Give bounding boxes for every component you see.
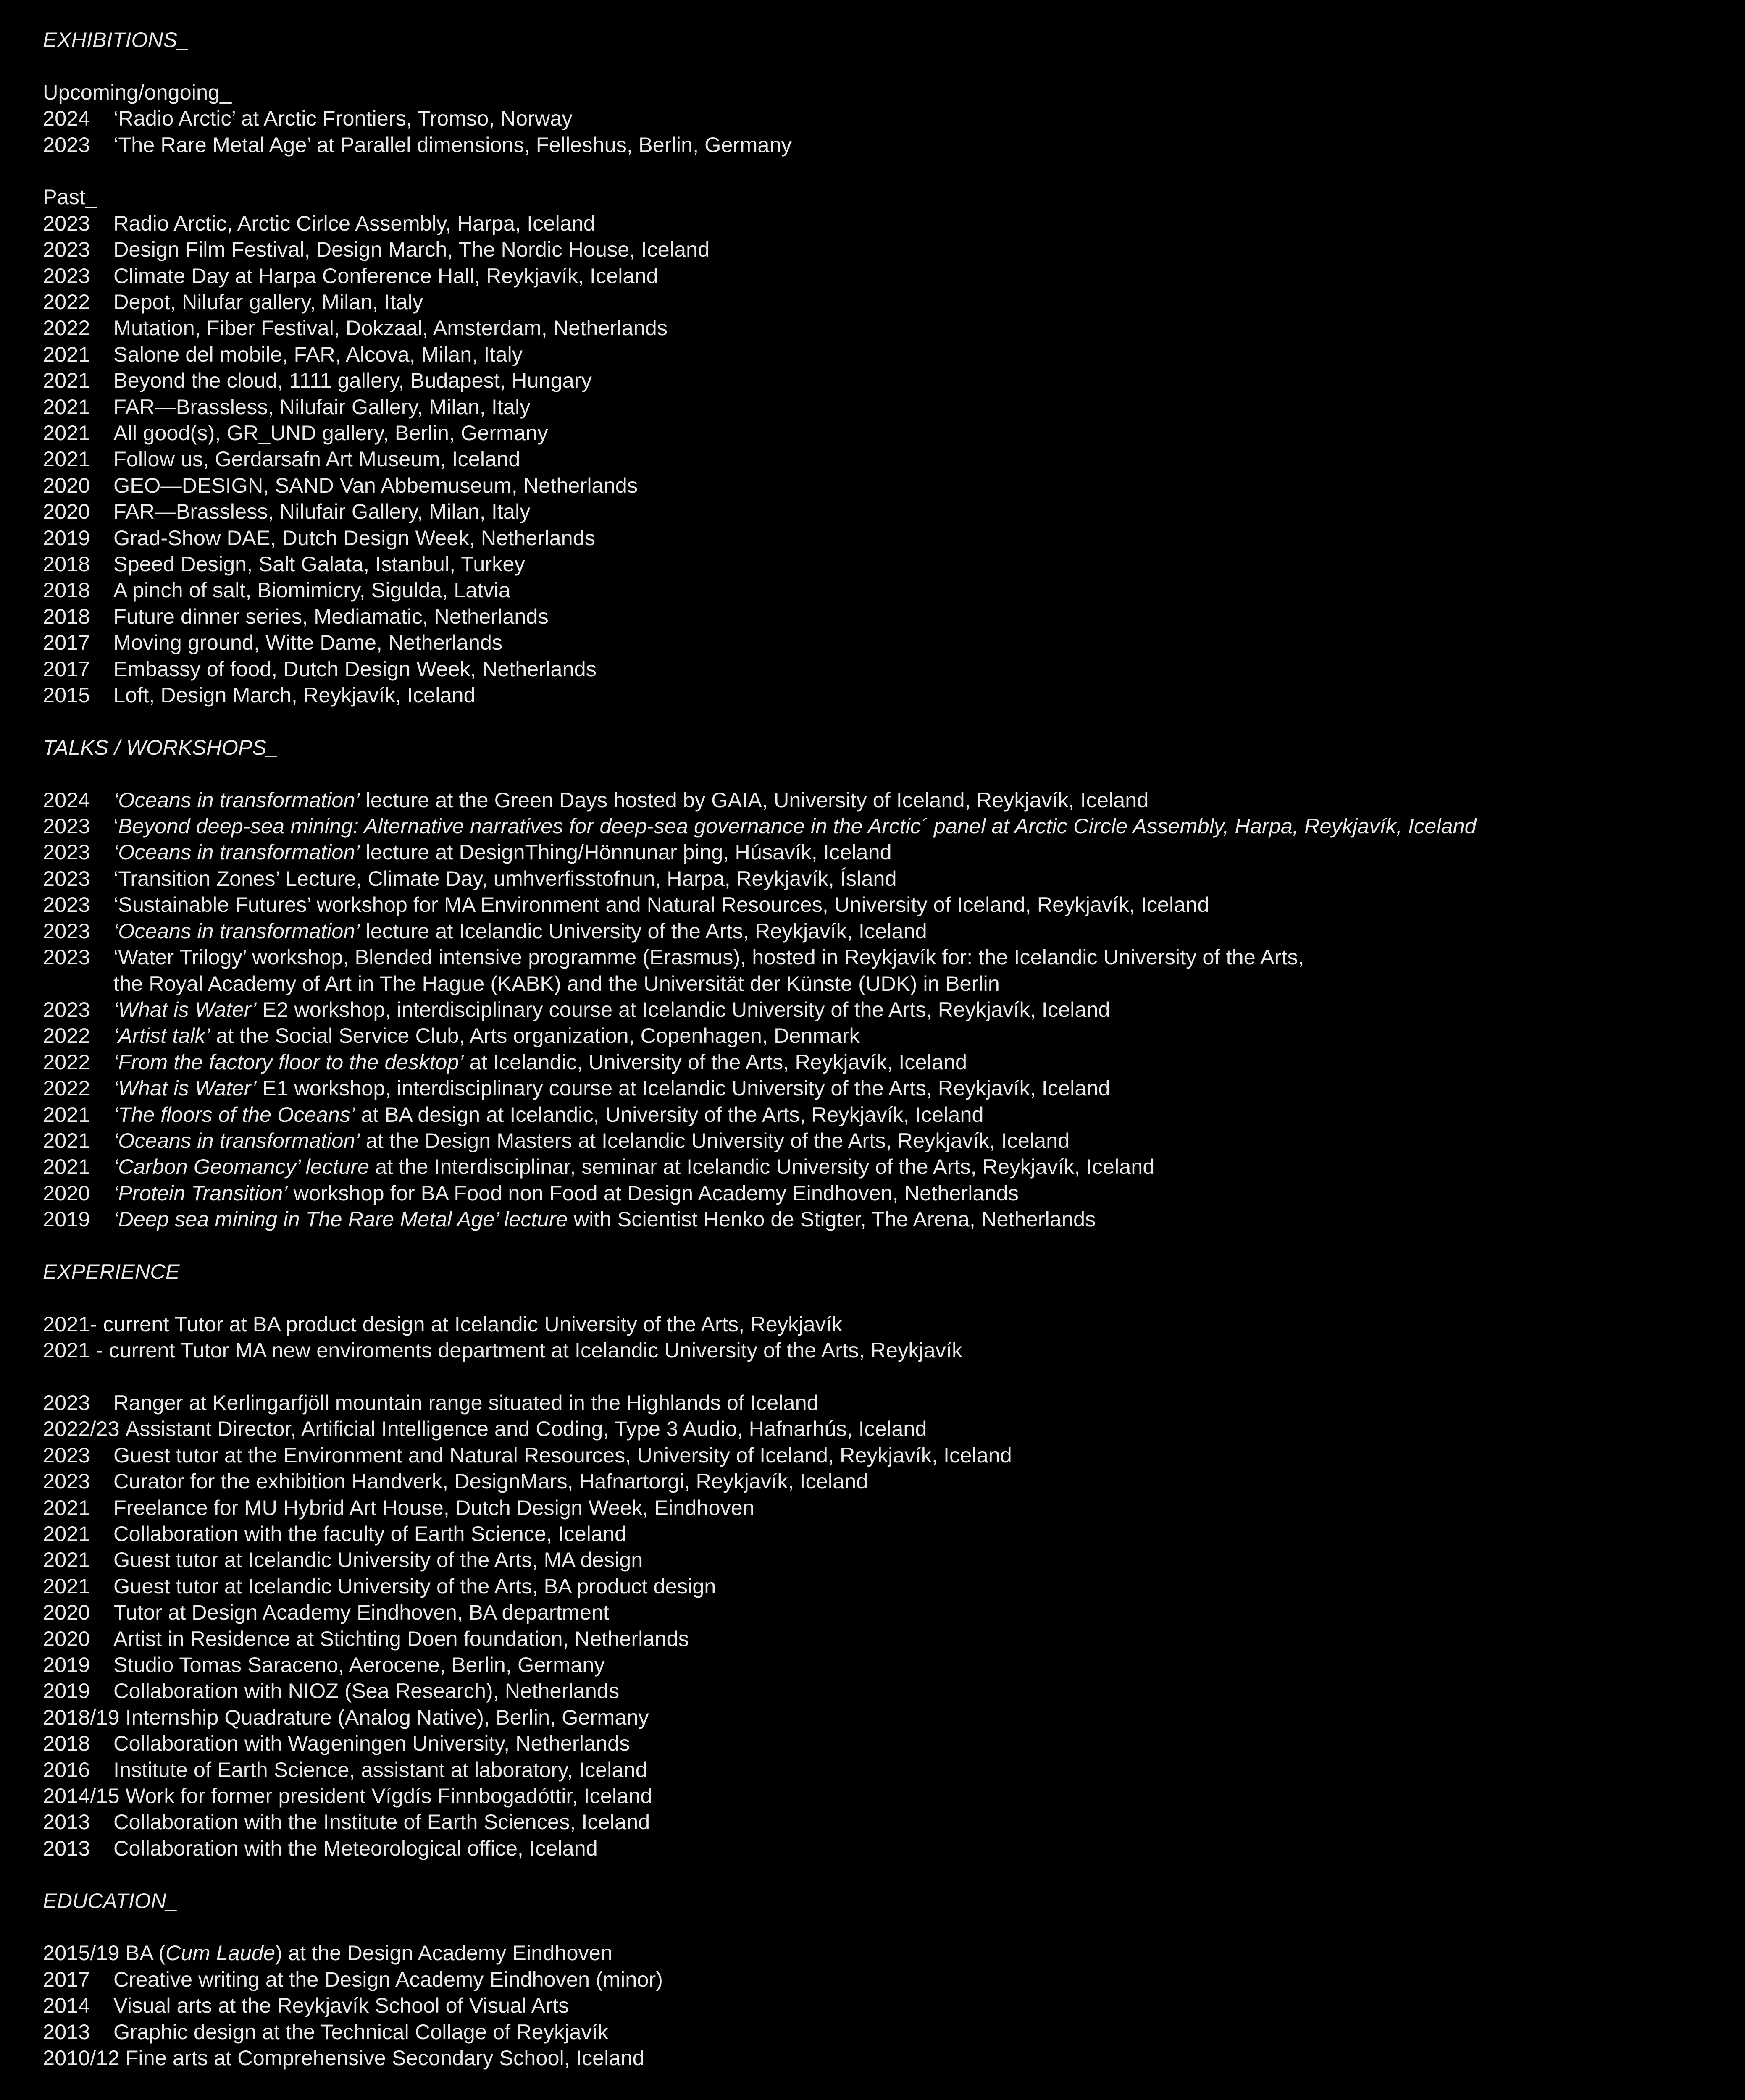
entry-text-rest: workshop for BA Food non Food at Design Academy Eindhoven, Netherlands: [287, 1181, 1019, 1205]
entry-year: 2022: [43, 316, 90, 340]
entry-title-italic: ‘Oceans in transformation’: [113, 1128, 360, 1152]
entry-text: Artist in Residence at Stichting Doen foundation, Netherlands: [113, 1626, 689, 1651]
entry-text: Ranger at Kerlingarfjöll mountain range situated in the Highlands of Iceland: [113, 1390, 819, 1415]
exhibition-row: [43, 656, 1736, 682]
entry-text: Grad-Show DAE, Dutch Design Week, Netherlands: [113, 525, 596, 550]
entry-year: 2024: [43, 788, 90, 812]
experience-row: [43, 1678, 1736, 1704]
exhibition-row: [43, 682, 1736, 708]
experience-row: [43, 1495, 1736, 1521]
experience-row: [43, 1573, 1736, 1599]
entry-text-rest: ) at the Design Academy Eindhoven: [275, 1941, 612, 1965]
entry-year: 2022: [43, 1076, 90, 1100]
talk-row: [43, 1023, 1736, 1049]
entry-year: 2015/19: [43, 1941, 120, 1965]
entry-title-italic: ‘Deep sea mining in The Rare Metal Age’ lecture: [113, 1207, 568, 1231]
talk-row: [43, 839, 1736, 865]
entry-title-italic: Beyond deep-sea mining: Alternative narratives for deep-sea governance in the Arctic´ panel at Arctic Circle Assembly, Harpa, Reykjavík, Iceland: [118, 814, 1477, 838]
entry-year: 2023: [43, 945, 90, 969]
exhibition-row: [43, 132, 1736, 158]
entry-year: 2021: [43, 342, 90, 366]
education-row: [43, 2019, 1736, 2045]
entry-year: 2017: [43, 656, 90, 681]
education-list: [43, 1940, 1736, 2071]
entry-year: 2019: [43, 525, 90, 550]
entry-year: 2021: [43, 1155, 90, 1179]
exhibition-row: [43, 630, 1736, 656]
entry-year: 2013: [43, 1836, 90, 1860]
entry-year: 2023: [43, 866, 90, 890]
entry-title-italic: Cum Laude: [165, 1941, 276, 1965]
entry-text-rest: lecture at the Green Days hosted by GAIA, University of Iceland, Reykjavík, Iceland: [360, 788, 1149, 812]
talk-row: [43, 1154, 1736, 1180]
entry-text: [113, 2019, 608, 2045]
entry-text-plain: ‘Sustainable Futures’ workshop for MA Environment and Natural Resources, University of Iceland, Reykjavík, Iceland: [113, 892, 1209, 917]
entry-year: 2021: [43, 1128, 90, 1152]
entry-text-rest: E1 workshop, interdisciplinary course at Icelandic University of the Arts, Reykjavík, Iceland: [256, 1076, 1110, 1100]
entry-text: Collaboration with the Institute of Earth Sciences, Iceland: [113, 1810, 650, 1834]
entry-text: [113, 1023, 860, 1049]
experience-row: [43, 1442, 1736, 1468]
entry-title-italic: ‘Artist talk’: [113, 1024, 210, 1048]
entry-year: 2018/19: [43, 1705, 120, 1729]
experience-section: [43, 1259, 1736, 1861]
entry-text: [113, 1966, 663, 1992]
entry-text: [126, 2045, 644, 2071]
entry-text: Follow us, Gerdarsafn Art Museum, Iceland: [113, 447, 520, 471]
entry-year: 2023: [43, 237, 90, 262]
entry-year: 2019: [43, 1653, 90, 1677]
entry-text-plain: Fine arts at Comprehensive Secondary School, Iceland: [125, 2046, 644, 2070]
upcoming-subheading: Upcoming/ongoing_: [43, 80, 232, 104]
exhibition-row: [43, 604, 1736, 630]
entry-year: 2023: [43, 997, 90, 1021]
entry-year: 2015: [43, 683, 90, 707]
entry-text: Collaboration with NIOZ (Sea Research), Netherlands: [113, 1679, 620, 1703]
entry-text-plain: ‘: [113, 814, 118, 838]
entry-text: [113, 892, 1209, 918]
entry-year: 2017: [43, 630, 90, 655]
entry-year: 2022: [43, 1050, 90, 1074]
talk-row: [43, 866, 1736, 892]
entry-text: FAR—Brassless, Nilufair Gallery, Milan, Italy: [113, 394, 531, 419]
entry-text: [113, 866, 897, 892]
exhibition-row: [43, 394, 1736, 420]
experience-row: [43, 1835, 1736, 1861]
past-subheading: Past_: [43, 185, 97, 209]
entry-text-rest: lecture at DesignThing/Hönnunar þing, Húsavík, Iceland: [360, 840, 892, 864]
talks-heading: TALKS / WORKSHOPS_: [43, 735, 279, 759]
experience-current-row: 2021- current Tutor at BA product design at Icelandic University of the Arts, Reykjavík: [43, 1312, 843, 1336]
entry-year: 2018: [43, 604, 90, 628]
entry-text-plain: Graphic design at the Technical Collage of Reykjavík: [113, 2019, 609, 2044]
entry-text-rest: E2 workshop, interdisciplinary course at Icelandic University of the Arts, Reykjavík, Iceland: [256, 997, 1110, 1021]
entry-text: [113, 918, 927, 944]
talk-row: [43, 892, 1736, 918]
exhibition-row: [43, 210, 1736, 236]
entry-year: 2023: [43, 814, 90, 838]
entry-title-italic: ‘Oceans in transformation’: [113, 919, 360, 943]
entry-year: 2021: [43, 1102, 90, 1126]
entry-text: Freelance for MU Hybrid Art House, Dutch Design Week, Eindhoven: [113, 1495, 754, 1520]
exhibitions-heading: EXHIBITIONS_: [43, 28, 189, 52]
entry-text: Mutation, Fiber Festival, Dokzaal, Amsterdam, Netherlands: [113, 316, 668, 340]
entry-text: [113, 1180, 1019, 1206]
entry-text-rest: at the Design Masters at Icelandic University of the Arts, Reykjavík, Iceland: [360, 1128, 1070, 1152]
exhibition-row: [43, 341, 1736, 368]
entry-text: A pinch of salt, Biomimicry, Sigulda, Latvia: [113, 578, 510, 602]
entry-text-rest: at the Interdisciplinar, seminar at Icelandic University of the Arts, Reykjavík, Iceland: [369, 1155, 1155, 1179]
talk-row: [43, 944, 1736, 970]
exhibitions-section: [43, 27, 1736, 708]
talk-row: [43, 1049, 1736, 1075]
entry-year: 2019: [43, 1207, 90, 1231]
entry-text: [113, 839, 892, 865]
talks-list: [43, 787, 1736, 1233]
exhibition-row: [43, 577, 1736, 603]
entry-text: Loft, Design March, Reykjavík, Iceland: [113, 683, 476, 707]
entry-year: 2020: [43, 499, 90, 524]
talk-row: [43, 787, 1736, 813]
entry-year: 2014: [43, 1993, 90, 2018]
entry-year: 2019: [43, 1679, 90, 1703]
exhibition-row: [43, 551, 1736, 577]
experience-row: [43, 1468, 1736, 1494]
entry-text: Depot, Nilufar gallery, Milan, Italy: [113, 289, 423, 314]
entry-year: 2023: [43, 263, 90, 288]
entry-year: 2021: [43, 1548, 90, 1572]
experience-row: [43, 1783, 1736, 1809]
experience-heading: EXPERIENCE_: [43, 1259, 192, 1284]
entry-year: 2021: [43, 421, 90, 445]
entry-text: [113, 1128, 1070, 1154]
talk-row: [43, 813, 1736, 839]
entry-text: Collaboration with the Meteorological office, Iceland: [113, 1836, 598, 1860]
entry-year: 2023: [43, 892, 90, 917]
entry-title-italic: ‘What is Water’: [113, 1076, 257, 1100]
entry-title-italic: ‘Oceans in transformation’: [113, 788, 360, 812]
entry-text: Institute of Earth Science, assistant at laboratory, Iceland: [113, 1757, 647, 1782]
entry-text: Salone del mobile, FAR, Alcova, Milan, Italy: [113, 342, 523, 366]
entry-text-rest: with Scientist Henko de Stigter, The Arena, Netherlands: [568, 1207, 1096, 1231]
entry-text-rest: lecture at Icelandic University of the Arts, Reykjavík, Iceland: [360, 919, 927, 943]
entry-text: [113, 944, 1304, 970]
entry-text: [113, 813, 1477, 839]
entry-title-italic: ‘The floors of the Oceans’: [113, 1102, 355, 1126]
entry-year: 2017: [43, 1967, 90, 1991]
experience-row: [43, 1390, 1736, 1416]
entry-title-italic: ‘Oceans in transformation’: [113, 840, 360, 864]
entry-year: 2020: [43, 1181, 90, 1205]
entry-text: Speed Design, Salt Galata, Istanbul, Turkey: [113, 552, 525, 576]
entry-year: 2020: [43, 473, 90, 497]
entry-text-plain: ‘Water Trilogy’ workshop, Blended intensive programme (Erasmus), hosted in Reykjavík for: the Icelandic University of the Arts,: [113, 945, 1304, 969]
entry-year: 2020: [43, 1600, 90, 1625]
entry-year: 2018: [43, 578, 90, 602]
entry-text: Moving ground, Witte Dame, Netherlands: [113, 630, 503, 655]
entry-text: Tutor at Design Academy Eindhoven, BA department: [113, 1600, 609, 1625]
exhibition-row: [43, 105, 1736, 131]
experience-row: [43, 1652, 1736, 1678]
entry-year: 2024: [43, 106, 90, 131]
entry-year: 2021: [43, 1521, 90, 1546]
talk-row: [43, 1128, 1736, 1154]
experience-current-list: [43, 1311, 1736, 1364]
entry-year: 2021: [43, 368, 90, 393]
entry-text: Radio Arctic, Arctic Cirlce Assembly, Harpa, Iceland: [113, 211, 595, 235]
entry-text: Embassy of food, Dutch Design Week, Netherlands: [113, 656, 597, 681]
entry-text-plain: ‘Transition Zones’ Lecture, Climate Day, umhverfisstofnun, Harpa, Reykjavík, Ísland: [113, 866, 897, 890]
entry-year: 2021: [43, 447, 90, 471]
entry-text: Collaboration with Wageningen University, Netherlands: [113, 1731, 630, 1756]
entry-text: Guest tutor at Icelandic University of the Arts, BA product design: [113, 1574, 716, 1598]
entry-text: [113, 1992, 569, 2019]
entry-year: 2023: [43, 132, 90, 157]
entry-year: 2021: [43, 1574, 90, 1598]
entry-year: 2018: [43, 1731, 90, 1756]
entry-text: All good(s), GR_UND gallery, Berlin, Germany: [113, 421, 548, 445]
education-row: [43, 2045, 1736, 2071]
education-row: [43, 1940, 1736, 1966]
entry-text: [113, 1102, 984, 1128]
past-exhibitions-list: [43, 210, 1736, 709]
experience-row: [43, 1757, 1736, 1783]
entry-text: Guest tutor at the Environment and Natural Resources, University of Iceland, Reykjavík, Iceland: [113, 1443, 1012, 1467]
education-row: [43, 1992, 1736, 2019]
entry-text: Guest tutor at Icelandic University of the Arts, MA design: [113, 1548, 643, 1572]
entry-text-plain: BA (: [125, 1941, 166, 1965]
exhibition-row: [43, 499, 1736, 525]
upcoming-exhibitions-list: [43, 105, 1736, 158]
exhibition-row: [43, 315, 1736, 341]
talks-section: [43, 735, 1736, 1233]
entry-year: 2023: [43, 1469, 90, 1494]
entry-text-plain: Creative writing at the Design Academy Eindhoven (minor): [113, 1967, 663, 1991]
education-row: [43, 1966, 1736, 1992]
entry-year: 2013: [43, 1810, 90, 1834]
exhibition-row: [43, 446, 1736, 472]
entry-year: 2020: [43, 1626, 90, 1651]
entry-text: Studio Tomas Saraceno, Aerocene, Berlin, Germany: [113, 1653, 605, 1677]
entry-text: Curator for the exhibition Handverk, DesignMars, Hafnartorgi, Reykjavík, Iceland: [113, 1469, 868, 1494]
entry-year: 2021: [43, 394, 90, 419]
entry-title-italic: ‘What is Water’: [113, 997, 257, 1021]
entry-year: 2016: [43, 1757, 90, 1782]
entry-year: 2013: [43, 2019, 90, 2044]
talk-row: [43, 1075, 1736, 1101]
exhibition-row: [43, 289, 1736, 315]
entry-text: Work for former president Vígdís Finnbogadóttir, Iceland: [125, 1784, 652, 1808]
entry-title-italic: ‘Protein Transition’: [113, 1181, 288, 1205]
education-section: [43, 1888, 1736, 2071]
entry-year: 2023: [43, 211, 90, 235]
entry-text: GEO—DESIGN, SAND Van Abbemuseum, Netherlands: [113, 473, 638, 497]
entry-continuation: the Royal Academy of Art in The Hague (KABK) and the Universität der Künste (UDK) in Berlin: [113, 971, 1000, 995]
exhibition-row: [43, 263, 1736, 289]
talk-row: [43, 997, 1736, 1023]
exhibition-row: [43, 420, 1736, 446]
entry-text: [126, 1940, 612, 1966]
entry-year: 2018: [43, 552, 90, 576]
entry-text: Climate Day at Harpa Conference Hall, Reykjavík, Iceland: [113, 263, 658, 288]
entry-text: Design Film Festival, Design March, The Nordic House, Iceland: [113, 237, 710, 262]
entry-year: 2023: [43, 919, 90, 943]
entry-text-plain: Visual arts at the Reykjavík School of Visual Arts: [113, 1993, 569, 2018]
talk-row: [43, 918, 1736, 944]
experience-current-row: 2021 - current Tutor MA new enviroments department at Icelandic University of the Arts, Reykjavík: [43, 1338, 963, 1362]
entry-text: [113, 787, 1148, 813]
entry-text: Collaboration with the faculty of Earth Science, Iceland: [113, 1521, 627, 1546]
entry-year: 2022: [43, 289, 90, 314]
entry-text-rest: at BA design at Icelandic, University of the Arts, Reykjavík, Iceland: [355, 1102, 984, 1126]
entry-text: ‘Radio Arctic’ at Arctic Frontiers, Tromso, Norway: [113, 106, 573, 131]
entry-text: Internship Quadrature (Analog Native), Berlin, Germany: [125, 1705, 649, 1729]
entry-text: Future dinner series, Mediamatic, Netherlands: [113, 604, 549, 628]
exhibition-row: [43, 525, 1736, 551]
talk-row: [43, 1206, 1736, 1232]
entry-text: [113, 1049, 967, 1075]
exhibition-row: [43, 236, 1736, 262]
entry-year: 2014/15: [43, 1784, 120, 1808]
education-heading: EDUCATION_: [43, 1888, 178, 1913]
experience-row: [43, 1809, 1736, 1835]
entry-text: [113, 997, 1110, 1023]
entry-text-rest: at the Social Service Club, Arts organization, Copenhagen, Denmark: [210, 1024, 860, 1048]
talk-row: [43, 1102, 1736, 1128]
entry-year: 2023: [43, 840, 90, 864]
entry-text: ‘The Rare Metal Age’ at Parallel dimensions, Felleshus, Berlin, Germany: [113, 132, 792, 157]
entry-year: 2022: [43, 1024, 90, 1048]
exhibition-row: [43, 368, 1736, 394]
entry-year: 2023: [43, 1390, 90, 1415]
experience-row: [43, 1416, 1736, 1442]
entry-year: 2021: [43, 1495, 90, 1520]
entry-title-italic: ‘From the factory floor to the desktop’: [113, 1050, 464, 1074]
entry-year: 2010/12: [43, 2046, 120, 2070]
experience-row: [43, 1547, 1736, 1573]
cv-document: [43, 27, 1736, 2100]
entry-title-italic: ‘Carbon Geomancy’ lecture: [113, 1155, 370, 1179]
exhibition-row: [43, 472, 1736, 499]
entry-text: [113, 1154, 1154, 1180]
experience-row: [43, 1730, 1736, 1756]
experience-row: [43, 1626, 1736, 1652]
entry-text: Beyond the cloud, 1111 gallery, Budapest, Hungary: [113, 368, 592, 393]
experience-list: [43, 1390, 1736, 1861]
entry-text-rest: at Icelandic, University of the Arts, Reykjavík, Iceland: [463, 1050, 967, 1074]
talk-row: [43, 1180, 1736, 1206]
entry-year: 2023: [43, 1443, 90, 1467]
entry-text: Assistant Director, Artificial Intelligence and Coding, Type 3 Audio, Hafnarhús, Iceland: [125, 1417, 927, 1441]
experience-row: [43, 1521, 1736, 1547]
entry-text: [113, 1075, 1110, 1101]
entry-year: 2022/23: [43, 1417, 120, 1441]
experience-row: [43, 1704, 1736, 1730]
entry-text: [113, 1206, 1096, 1232]
entry-text: FAR—Brassless, Nilufair Gallery, Milan, Italy: [113, 499, 531, 524]
experience-row: [43, 1599, 1736, 1625]
